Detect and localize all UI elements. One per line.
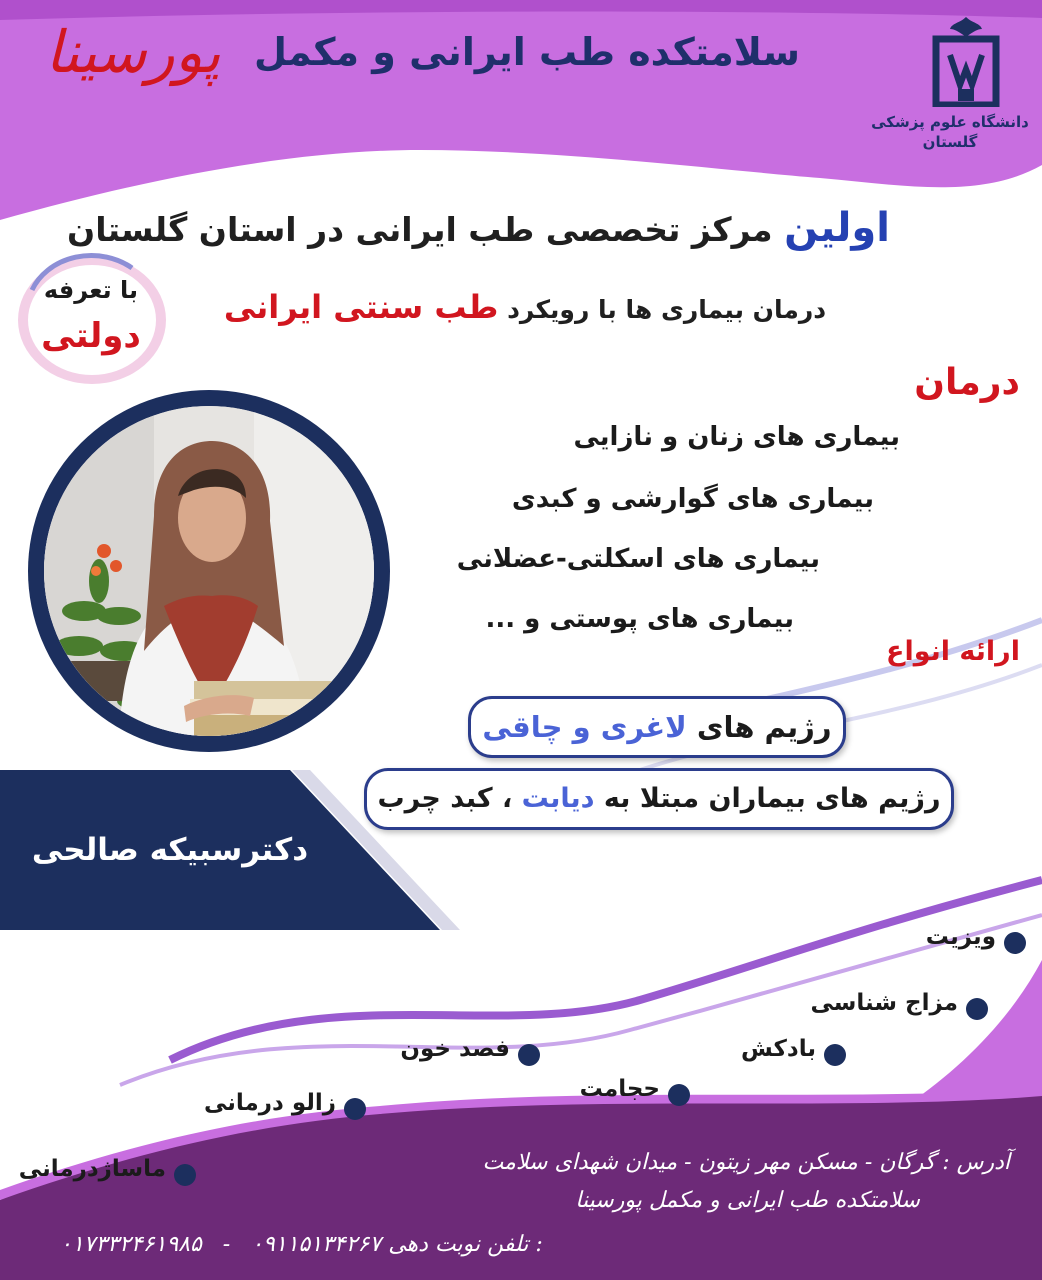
- bullet-icon: [1004, 932, 1026, 954]
- header-title: سلامتکده طب ایرانی و مکمل: [254, 30, 800, 74]
- doctor-photo: [44, 406, 374, 736]
- offer-title: ارائه انواع: [886, 636, 1020, 667]
- service-item: ماساژدرمانی: [18, 1156, 166, 1182]
- weight-diet-highlight: لاغری و چاقی: [482, 710, 687, 744]
- tariff-badge-line2: دولتی: [41, 316, 141, 356]
- phone-number-1: ۰۹۱۱۵۱۳۴۲۶۷: [251, 1232, 382, 1257]
- phone-separator: -: [208, 1232, 245, 1257]
- weight-diet-box: [468, 696, 846, 758]
- weight-diet-text: رژیم های: [696, 710, 832, 744]
- phone-line: [60, 1232, 660, 1257]
- tariff-badge-line1: با تعرفه: [43, 276, 139, 304]
- service-item: حجامت: [579, 1076, 660, 1102]
- treatment-item: بیماری های زنان و نازایی: [573, 422, 900, 452]
- patient-diet-highlight: دیابت: [521, 783, 595, 814]
- address-line: آدرس : گرگان - مسکن مهر زیتون - میدان شهدای سلامت: [482, 1150, 1010, 1175]
- treatment-item: بیماری های اسکلتی-عضلانی: [456, 544, 820, 574]
- intro-subline-highlight: طب سنتی ایرانی: [223, 288, 499, 326]
- treatment-item: بیماری های گوارشی و کبدی: [511, 484, 874, 514]
- patient-diet-box: [364, 768, 954, 830]
- doctor-name: دکترسبیکه صالحی: [31, 832, 309, 868]
- service-item: فصد خون: [400, 1036, 510, 1062]
- treatment-item: بیماری های پوستی و ...: [485, 604, 794, 634]
- bullet-icon: [966, 998, 988, 1020]
- intro-headline-rest: مرکز تخصصی طب ایرانی در استان گلستان: [67, 210, 773, 249]
- service-item: مزاج شناسی: [810, 990, 958, 1016]
- bullet-icon: [518, 1044, 540, 1066]
- university-line2: گلستان: [922, 133, 978, 151]
- university-name: [860, 112, 1040, 152]
- bullet-icon: [668, 1084, 690, 1106]
- phone-label: تلفن نوبت دهی :: [388, 1232, 543, 1257]
- mosque-emblem-icon: [930, 15, 1002, 107]
- intro-subline: [215, 288, 835, 326]
- bullet-icon: [174, 1164, 196, 1186]
- patient-diet-text: رژیم های بیماران مبتلا به: [603, 783, 941, 814]
- treatment-title: درمان: [914, 362, 1020, 403]
- intro-headline: [67, 205, 890, 251]
- service-item: زالو درمانی: [203, 1090, 336, 1116]
- university-line1: دانشگاه علوم پزشکی: [871, 113, 1029, 131]
- intro-subline-rest: درمان بیماری ها با رویکرد: [507, 295, 827, 324]
- center-name-line: سلامتکده طب ایرانی و مکمل پورسینا: [575, 1188, 920, 1213]
- intro-headline-highlight: اولین: [784, 205, 890, 251]
- bullet-icon: [824, 1044, 846, 1066]
- phone-number-2: ۰۱۷۳۳۲۴۶۱۹۸۵: [60, 1232, 202, 1257]
- service-item: ویزیت: [925, 924, 996, 950]
- bullet-icon: [344, 1098, 366, 1120]
- brand-name: پورسینا: [45, 18, 221, 86]
- service-item: بادکش: [741, 1036, 816, 1062]
- patient-diet-text-end: ، کبد چرب: [377, 783, 513, 814]
